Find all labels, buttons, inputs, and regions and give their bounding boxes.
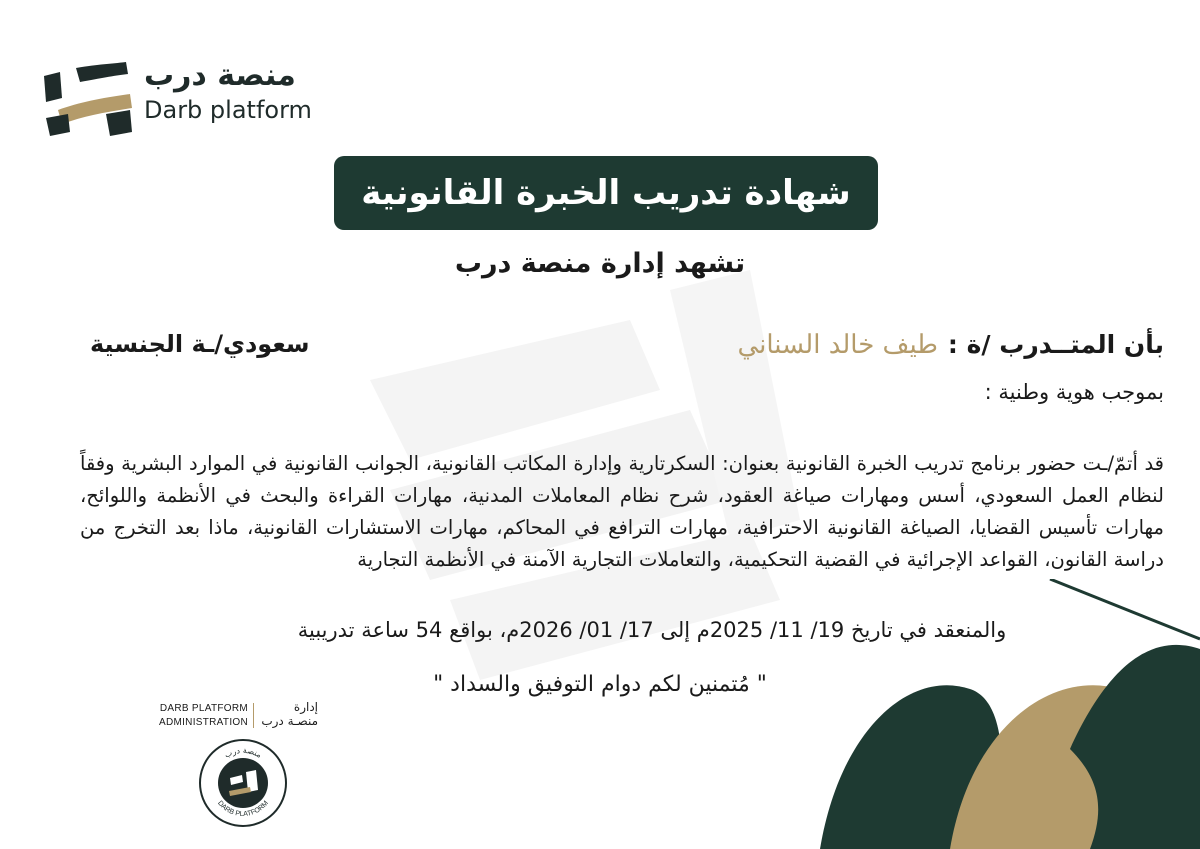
- date-line: والمنعقد في تاريخ 19/ 11/ 2025م إلى 17/ 01/ 2026م، بواقع 54 ساعة تدريبية: [297, 618, 1007, 642]
- administration-arabic: [258, 700, 318, 728]
- administration-english-line1: DARB PLATFORM: [159, 703, 248, 714]
- certificate-title: شهادة تدريب الخبرة القانونية: [361, 173, 851, 213]
- logo-english-name: Darb platform: [144, 96, 312, 124]
- stamp-bottom-text: DARB PLATFORM: [216, 799, 270, 819]
- darb-logo: [40, 58, 330, 136]
- trainee-name: طيف خالد السناني: [737, 330, 938, 360]
- darb-logo-mark-icon: [40, 58, 136, 136]
- administration-divider: [253, 703, 254, 728]
- trainee-label: بأن المتــدرب /ة :: [947, 330, 1164, 359]
- certificate-title-banner: [334, 156, 878, 230]
- administration-arabic-line2: منصـة درب: [261, 714, 318, 728]
- certificate-subtitle: تشهد إدارة منصة درب: [454, 248, 746, 279]
- svg-text:منصة درب: [223, 746, 263, 760]
- nationality: سعودي/ـة الجنسية: [90, 330, 310, 358]
- stamp-top-text: منصة درب: [223, 745, 264, 760]
- logo-arabic-name: منصة درب: [144, 58, 296, 93]
- program-description: قد أتمّ/ـت حضور برنامج تدريب الخبرة القانونية بعنوان: السكرتارية وإدارة المكاتب القانونية، الجوانب القانونية في الموارد البشرية وفقاً لنظام العمل السعودي، أسس ومهارات صياغة العقود، شرح نظام المعاملات المدنية، مهارات القراءة والبحث في الأنظمة واللوائح، مهارات تأسيس القضايا، الصياغة القانونية الاحترافية، مهارات الترافع في المحاكم، مهارات الاستشارات القانونية، ماذا بعد التخرج من دراسة القانون، القواعد الإجرائية في القضية التحكيمية، والتعاملات التجارية الآمنة في الأنظمة التجارية: [80, 452, 1164, 571]
- official-stamp: [198, 738, 288, 828]
- wish-line: " مُتمنين لكم دوام التوفيق والسداد ": [433, 672, 767, 697]
- national-id-line: بموجب هوية وطنية :: [984, 380, 1164, 404]
- administration-arabic-line1: إدارة: [293, 700, 318, 714]
- administration-english-line2: ADMINISTRATION: [158, 717, 248, 728]
- administration-english: [140, 702, 248, 730]
